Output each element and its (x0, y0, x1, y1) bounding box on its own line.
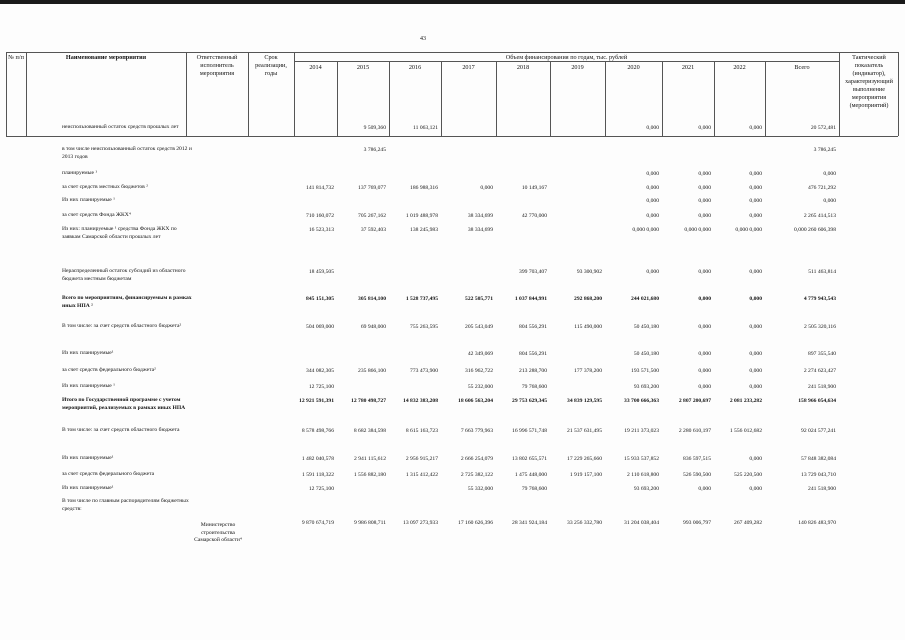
row-value: 2 666 254,079 (460, 456, 493, 462)
row-value: 292 868,200 (574, 296, 602, 302)
row-value: 836 597,515 (683, 456, 711, 462)
row-value: 69 948,000 (360, 324, 386, 330)
header-num: № п/п (8, 54, 24, 61)
row-value: 1 475 448,000 (514, 472, 547, 478)
row-label: В том числе по главным распорядителям бюджетных средств: (62, 498, 189, 512)
row-value: 0,000 (749, 198, 762, 204)
row-value: 55 332,000 (467, 486, 493, 492)
header-column-line (441, 61, 442, 136)
row-value: 0,000 (698, 351, 711, 357)
row-value: 0,000 (749, 324, 762, 330)
row-value: 476 721,292 (808, 185, 836, 191)
row-value: 525 220,500 (734, 472, 762, 478)
row-label: за счет средств местных бюджетов ² (62, 184, 148, 190)
row-value: 29 753 629,345 (512, 398, 547, 404)
row-value: 0,000 (749, 456, 762, 462)
row-value: 13 097 273,933 (403, 520, 438, 526)
row-value: 2 274 623,427 (803, 368, 836, 374)
row-value: 1 556 882,180 (353, 472, 386, 478)
row-label: Из них планируемые¹ (62, 455, 114, 461)
row-value: 1 315 412,422 (405, 472, 438, 478)
row-value: 0,000 (749, 351, 762, 357)
page-number: 43 (420, 36, 426, 42)
row-value: 244 021,680 (631, 296, 659, 302)
header-column-line (550, 61, 551, 136)
header-year-2016: 2016 (408, 64, 422, 71)
row-value: 0,000 (646, 269, 659, 275)
row-value: 8 578 498,766 (301, 428, 334, 434)
row-value: 14 832 383,208 (403, 398, 438, 404)
row-value: 12 921 591,391 (299, 398, 334, 404)
row-value: 0,000 (646, 125, 659, 131)
header-column-line (26, 52, 27, 136)
row-value: 158 966 054,634 (798, 398, 836, 404)
row-value: 9 870 674,719 (301, 520, 334, 526)
row-value: 7 663 779,963 (460, 428, 493, 434)
row-value: 193 571,500 (631, 368, 659, 374)
row-value: 93 693,200 (633, 384, 659, 390)
row-value: 0,000 (698, 324, 711, 330)
row-value: 0,000 (646, 198, 659, 204)
header-year-2018: 2018 (516, 64, 530, 71)
row-value: 138 245,983 (410, 227, 438, 233)
row-value: 710 160,072 (306, 213, 334, 219)
row-value: 1 591 118,322 (302, 472, 334, 478)
row-label: Итого по Государственной программе с учетом мероприятий, реализуемых в рамках иных НПА (62, 397, 186, 411)
row-value: 2 280 610,197 (678, 428, 711, 434)
row-value: 0,000 (698, 185, 711, 191)
row-value: 511 463,814 (808, 269, 836, 275)
row-label: Из них: планируемые ¹ средства Фонда ЖКХ по заявкам Самарской области прошлых лет (62, 226, 177, 240)
row-value: 141 814,732 (306, 185, 334, 191)
row-value: 305 814,100 (358, 296, 386, 302)
row-value: 3 786,245 (813, 147, 836, 153)
row-label: В том числе: за счет средств областного бюджета (62, 427, 180, 433)
row-value: 115 490,000 (574, 324, 602, 330)
row-value: 50 450,180 (633, 324, 659, 330)
row-value: 12 725,100 (308, 384, 334, 390)
row-label: Нераспределенный остаток субсидий из областного бюджета местным бюджетам (62, 268, 186, 282)
row-value: 2 081 233,282 (729, 398, 762, 404)
row-value: 12 780 498,727 (351, 398, 386, 404)
row-value: 0,000 (749, 384, 762, 390)
row-value: 93 693,200 (633, 486, 659, 492)
row-value: 0,000 0,000 (735, 227, 762, 233)
row-value: 705 267,162 (358, 213, 386, 219)
row-value: 2 265 414,513 (803, 213, 836, 219)
row-value: 57 848 382,084 (801, 456, 836, 462)
row-value: 1 919 157,100 (569, 472, 602, 478)
row-value: 0,000 (698, 171, 711, 177)
row-value: 18 459,505 (308, 269, 334, 275)
header-bottom-line (6, 136, 898, 137)
row-value: 0,000 (749, 368, 762, 374)
row-value: 522 505,771 (465, 296, 493, 302)
row-value: 1 556 012,682 (729, 428, 762, 434)
header-funding: Объем финансирования по годам, тыс. рублей (505, 54, 628, 61)
row-value: 21 537 631,495 (567, 428, 602, 434)
row-value: 0,000 (823, 171, 836, 177)
row-label: Из них планируемые¹ (62, 485, 114, 491)
row-label: за счет средств Фонда ЖКХ⁴ (62, 212, 131, 218)
row-value: 37 592,403 (360, 227, 386, 233)
row-value: 16 523,313 (308, 227, 334, 233)
row-label: Всего по мероприятиям, финансируемым в рамках иных НПА ² (62, 295, 192, 309)
header-year-2015: 2015 (356, 64, 370, 71)
row-value: 10 149,167 (521, 185, 547, 191)
row-label: Из них планируемые¹ (62, 350, 114, 356)
row-value: 205 543,049 (465, 324, 493, 330)
row-value: 20 572,481 (810, 125, 836, 131)
header-top-line (6, 52, 898, 53)
header-indicator: Тактический показатель (индикатор), характеризующий выполнение мероприятия (мероприятий) (845, 54, 893, 109)
header-year-2017: 2017 (462, 64, 475, 71)
row-label: В том числе: за счет средств областного бюджета² (62, 323, 182, 329)
row-value: 526 590,500 (683, 472, 711, 478)
header-year-2014: 2014 (309, 64, 322, 71)
row-value: 235 866,100 (358, 368, 386, 374)
header-year-2022: 2022 (733, 64, 746, 71)
header-year-2020: 2020 (627, 64, 640, 71)
row-value: 2 941 115,612 (354, 456, 386, 462)
row-label: Из них планируемые ¹ (62, 197, 115, 203)
header-column-line (898, 52, 899, 136)
row-value: 0,000 (646, 185, 659, 191)
row-value: 0,000 (646, 171, 659, 177)
row-value: 0,000 (698, 486, 711, 492)
row-value: 399 703,407 (519, 269, 547, 275)
row-value: 993 006,797 (683, 520, 711, 526)
row-value: 0,000 (749, 296, 762, 302)
row-value: 0,000 (698, 269, 711, 275)
row-value: 0,000 (698, 198, 711, 204)
row-value: 1 528 737,495 (405, 296, 438, 302)
row-label: за счет средств федерального бюджета (62, 471, 155, 477)
row-value: 213 288,700 (519, 368, 547, 374)
row-value: 33 256 332,780 (567, 520, 602, 526)
row-value: 17 160 626,396 (458, 520, 493, 526)
row-value: 55 232,000 (467, 384, 493, 390)
row-value: 50 450,180 (633, 351, 659, 357)
row-value: 3 786,245 (363, 147, 386, 153)
row-value: 16 996 571,748 (512, 428, 547, 434)
row-value: 773 473,900 (410, 368, 438, 374)
row-value: 0,000 (749, 185, 762, 191)
row-value: 0,000 (749, 171, 762, 177)
row-value: 9 986 808,711 (354, 520, 386, 526)
row-label: в том числе неиспользованный остаток средств 2012 и 2013 годов (62, 146, 192, 160)
row-value: 804 556,291 (519, 351, 547, 357)
row-value: 2 110 618,800 (627, 472, 659, 478)
row-value: 18 606 563,204 (458, 398, 493, 404)
row-value: 140 826 483,970 (798, 520, 836, 526)
row-value: 804 556,291 (519, 324, 547, 330)
row-value: 33 700 666,363 (624, 398, 659, 404)
header-executor: Ответственный исполнитель мероприятия (196, 54, 238, 77)
row-value: 13 802 655,571 (512, 456, 547, 462)
row-value: 177 378,200 (574, 368, 602, 374)
page-top-border (0, 0, 905, 4)
header-name: Наименование мероприятия (65, 54, 147, 61)
row-value: 1 019 488,978 (405, 213, 438, 219)
row-value: 38 334,699 (467, 213, 493, 219)
row-value: 0,000 0,000 (684, 227, 711, 233)
row-value: 2 725 382,122 (460, 472, 493, 478)
row-value: 42 770,000 (521, 213, 547, 219)
header-year-2021: 2021 (681, 64, 695, 71)
row-value: 42 349,069 (467, 351, 493, 357)
row-label: за счет средств федерального бюджета² (62, 367, 156, 373)
row-value: 755 263,595 (410, 324, 438, 330)
row-value: 316 962,722 (465, 368, 493, 374)
row-value: 11 063,121 (413, 125, 438, 131)
row-value: 2 956 915,217 (405, 456, 438, 462)
header-year-total: Всего (794, 64, 810, 71)
row-value: 1 482 040,578 (301, 456, 334, 462)
row-value: 344 082,305 (306, 368, 334, 374)
row-label: Из них планируемые ¹ (62, 383, 115, 389)
row-value: 0,000 (749, 213, 762, 219)
header-year-2019: 2019 (571, 64, 584, 71)
row-value: 9 509,360 (363, 125, 386, 131)
row-value: 241 518,900 (808, 384, 836, 390)
row-value: 267 409,282 (734, 520, 762, 526)
row-value: 79 768,600 (521, 486, 547, 492)
row-value: 19 211 373,023 (624, 428, 659, 434)
row-value: 504 069,000 (306, 324, 334, 330)
row-value: 4 779 943,543 (803, 296, 836, 302)
row-value: 0,000 (646, 213, 659, 219)
row-value: 93 300,902 (576, 269, 602, 275)
header-column-line (496, 61, 497, 136)
header-column-line (6, 52, 7, 136)
row-value: 0,000 (749, 269, 762, 275)
executor-entry: Министерство строительства Самарской области⁴ (194, 522, 242, 543)
row-value: 28 341 924,184 (512, 520, 547, 526)
row-value: 15 933 537,852 (624, 456, 659, 462)
row-value: 31 204 038,404 (624, 520, 659, 526)
row-value: 0,000 (749, 125, 762, 131)
row-value: 79 768,600 (521, 384, 547, 390)
row-value: 34 839 129,595 (567, 398, 602, 404)
header-term: Срок реализации, годы (255, 54, 287, 77)
row-value: 0,000 (480, 185, 493, 191)
row-value: 38 334,699 (467, 227, 493, 233)
row-label: планируемые ¹ (62, 170, 98, 176)
row-value: 897 355,540 (808, 351, 836, 357)
row-value: 0,000 (698, 368, 711, 374)
row-value: 0,000 (698, 296, 711, 302)
row-value: 186 988,316 (410, 185, 438, 191)
row-value: 2 505 320,116 (804, 324, 836, 330)
row-value: 8 615 163,723 (405, 428, 438, 434)
row-value: 241 518,900 (808, 486, 836, 492)
row-value: 0,000 0,000 (632, 227, 659, 233)
row-value: 92 024 577,241 (801, 428, 836, 434)
row-value: 0,000 (749, 486, 762, 492)
row-value: 0,000 260 606,398 (794, 227, 836, 233)
row-value: 0,000 (823, 198, 836, 204)
row-value: 0,000 (698, 384, 711, 390)
row-value: 1 037 844,991 (514, 296, 547, 302)
row-value: 0,000 (698, 213, 711, 219)
row-value: 13 729 043,710 (801, 472, 836, 478)
row-value: 2 807 200,697 (678, 398, 711, 404)
row-value: 137 769,077 (358, 185, 386, 191)
row-label: неиспользованный остаток средств прошлых лет (62, 124, 179, 130)
row-value: 0,000 (698, 125, 711, 131)
row-value: 8 682 384,598 (353, 428, 386, 434)
row-value: 12 725,100 (308, 486, 334, 492)
row-value: 17 229 265,660 (567, 456, 602, 462)
row-value: 845 151,305 (306, 296, 334, 302)
